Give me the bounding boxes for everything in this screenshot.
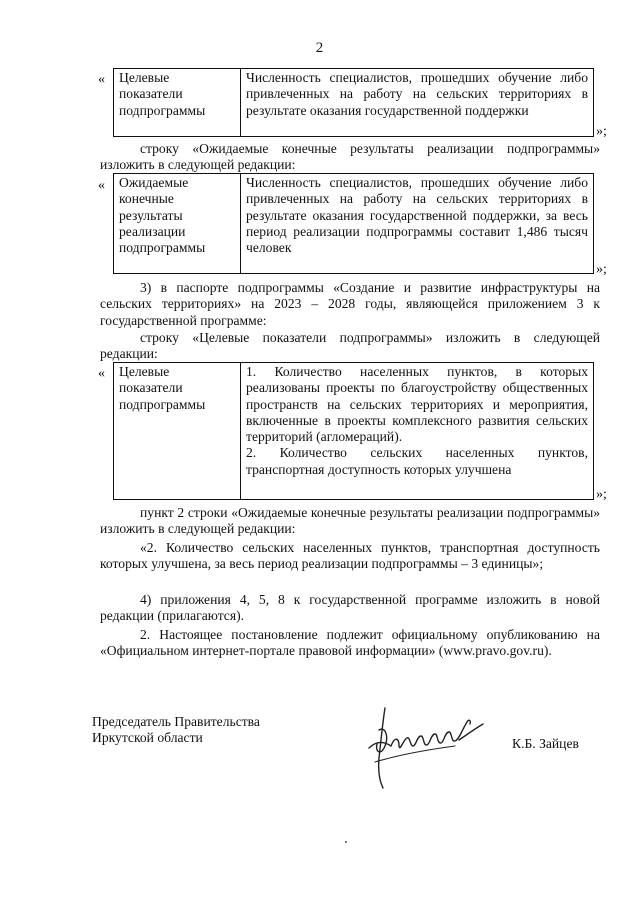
table-label-cell: Ожидаемые конечные результаты реализации подпрограммы bbox=[114, 174, 241, 274]
scan-dot bbox=[345, 841, 347, 843]
position-line-1: Председатель Правительства bbox=[92, 714, 260, 729]
table-value-cell bbox=[241, 363, 594, 500]
paragraph-quoted-point-2: «2. Количество сельских населенных пунктов, транспортная доступность которых улучшена, за весь период реализации подпрограммы – 3 единицы»; bbox=[100, 540, 600, 572]
handwritten-signature bbox=[355, 700, 495, 792]
paragraph-item-3: 3) в паспорте подпрограммы «Создание и развитие инфраструктуры на сельских территориях» на 2023 – 2028 годы, являющейся приложением 3 к государственной программе: bbox=[100, 280, 600, 328]
paragraph-item-4: 4) приложения 4, 5, 8 к государственной программе изложить в новой редакции (прилагаются). bbox=[100, 592, 600, 624]
paragraph-targets-line: строку «Целевые показатели подпрограммы» изложить в следующей редакции: bbox=[100, 330, 600, 362]
signatory-position bbox=[92, 714, 260, 746]
position-line-2: Иркутской области bbox=[92, 730, 203, 745]
table-label-cell: Целевые показатели подпрограммы bbox=[114, 363, 241, 500]
close-quote: »; bbox=[596, 487, 607, 502]
table-value-cell: Численность специалистов, прошедших обучение либо привлеченных на работу на сельских территориях в результате оказания государственной поддержки, за весь период реализации подпрограммы составит 1,486 тысяч человек bbox=[241, 174, 594, 274]
table-label-cell: Целевые показатели подпрограммы bbox=[114, 69, 241, 137]
target-item-1: 1. Количество населенных пунктов, в которых реализованы проекты по благоустройству общественных пространств на сельских территориях и мероприятия, включенные в проекты комплексного развития сельских территорий (агломераций). bbox=[246, 364, 588, 445]
results-table bbox=[113, 173, 594, 274]
open-quote: « bbox=[98, 366, 105, 381]
paragraph-expected-results: строку «Ожидаемые конечные результаты реализации подпрограммы» изложить в следующей редакции: bbox=[100, 141, 600, 173]
table-value-cell: Численность специалистов, прошедших обучение либо привлеченных на работу на сельских территориях в результате оказания государственной поддержки bbox=[241, 69, 594, 137]
close-quote: »; bbox=[596, 124, 607, 139]
target-item-2: 2. Количество сельских населенных пунктов, транспортная доступность которых улучшена bbox=[246, 445, 588, 477]
targets-table-2 bbox=[113, 362, 594, 500]
paragraph-publication: 2. Настоящее постановление подлежит официальному опубликованию на «Официальном интернет-портале правовой информации» (www.pravo.gov.ru). bbox=[100, 627, 600, 659]
signatory-name: К.Б. Зайцев bbox=[512, 736, 579, 751]
open-quote: « bbox=[98, 72, 105, 87]
targets-table-1 bbox=[113, 68, 594, 137]
close-quote: »; bbox=[596, 262, 607, 277]
page-number: 2 bbox=[315, 40, 324, 56]
paragraph-point-2: пункт 2 строки «Ожидаемые конечные результаты реализации подпрограммы» изложить в следующей редакции: bbox=[100, 505, 600, 537]
open-quote: « bbox=[98, 178, 105, 193]
